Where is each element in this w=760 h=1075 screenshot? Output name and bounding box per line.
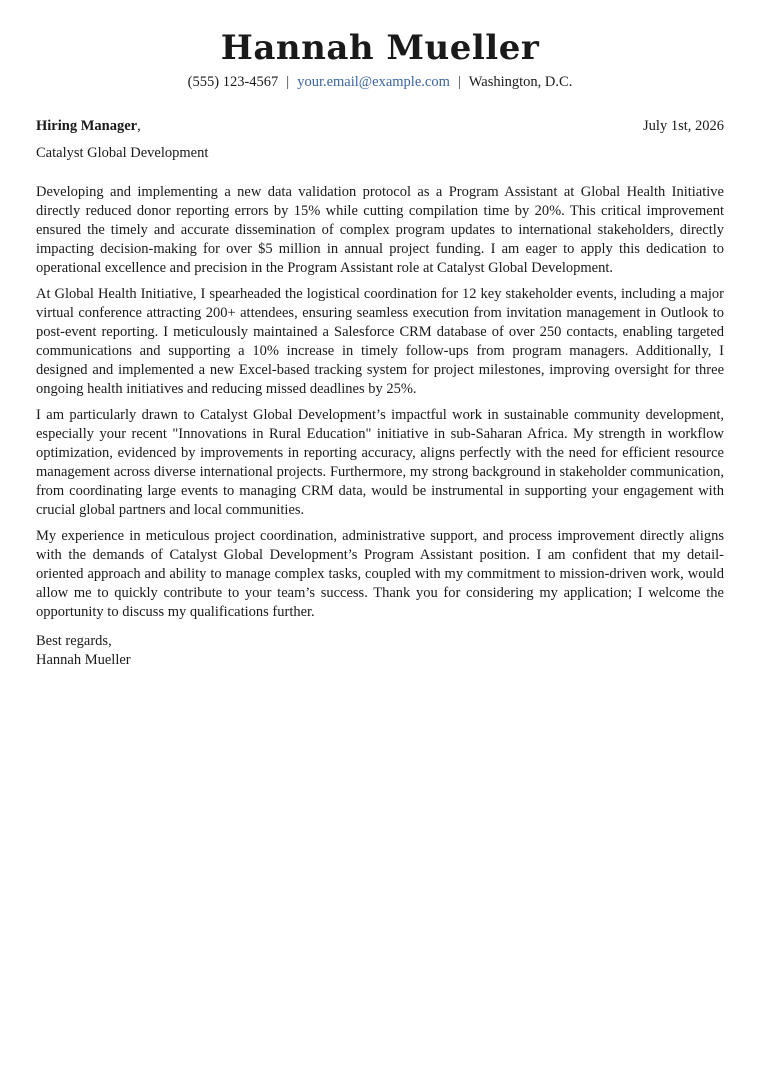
contact-line — [36, 72, 724, 92]
location: Washington, D.C. — [468, 74, 573, 90]
email-link[interactable]: your.email@example.com — [297, 74, 450, 90]
letter-date: July 1st, 2026 — [643, 118, 724, 134]
recipient-line — [36, 117, 141, 135]
separator: | — [457, 74, 461, 90]
body-paragraph: My experience in meticulous project coordination, administrative support, and process improvement directly aligns with the demands of Catalyst Global Development’s Program Assistant position. I am confident that my detail-oriented approach and ability to manage complex tasks, coupled with my commitment to mission-driven work, would allow me to quickly contribute to your team’s success. Thank you for considering my application; I welcome the opportunity to discuss my qualifications further. — [36, 527, 724, 620]
body-paragraph: I am particularly drawn to Catalyst Global Development’s impactful work in sustainable community development, especially your recent "Innovations in Rural Education" initiative in sub-Saharan Africa. My strength in workflow optimization, evidenced by improvements in reporting accuracy, aligns perfectly with the need for efficient resource management across diverse international projects. Furthermore, my strong background in stakeholder communication, from coordinating large events to managing CRM data, would be instrumental in supporting your engagement with crucial global partners and local communities. — [36, 406, 724, 518]
letter-body — [36, 183, 724, 621]
recipient-title-suffix: , — [137, 118, 141, 134]
phone-number: (555) 123-4567 — [187, 74, 279, 90]
recipient-title: Hiring Manager — [36, 118, 138, 134]
closing-block — [36, 632, 724, 670]
applicant-name: Hannah Mueller — [220, 28, 540, 68]
body-paragraph: Developing and implementing a new data validation protocol as a Program Assistant at Global Health Initiative directly reduced donor reporting errors by 15% while cutting compilation time by 20%. This critical improvement ensured the timely and accurate dissemination of complex program updates to international stakeholders, directly impacting decision-making for over $5 million in annual project funding. I am eager to apply this dedication to operational excellence and precision in the Program Assistant role at Catalyst Global Development. — [36, 184, 724, 276]
body-paragraph: At Global Health Initiative, I spearheaded the logistical coordination for 12 key stakeholder events, including a major virtual conference attracting 200+ attendees, ensuring seamless execution from invitation management in Outlook to post-event reporting. I meticulously maintained a Salesforce CRM database of over 250 contacts, enabling targeted communications and supporting a 10% increase in timely follow-ups from program managers. Additionally, I designed and implemented a new Excel-based tracking system for project milestones, improving oversight for three ongoing health initiatives and reducing missed deadlines by 25%. — [36, 286, 724, 397]
signature-name: Hannah Mueller — [36, 652, 131, 669]
separator: | — [286, 74, 290, 90]
recipient-company: Catalyst Global Development — [36, 145, 209, 161]
closing-salutation: Best regards, — [36, 633, 112, 650]
recipient-row — [36, 117, 724, 135]
